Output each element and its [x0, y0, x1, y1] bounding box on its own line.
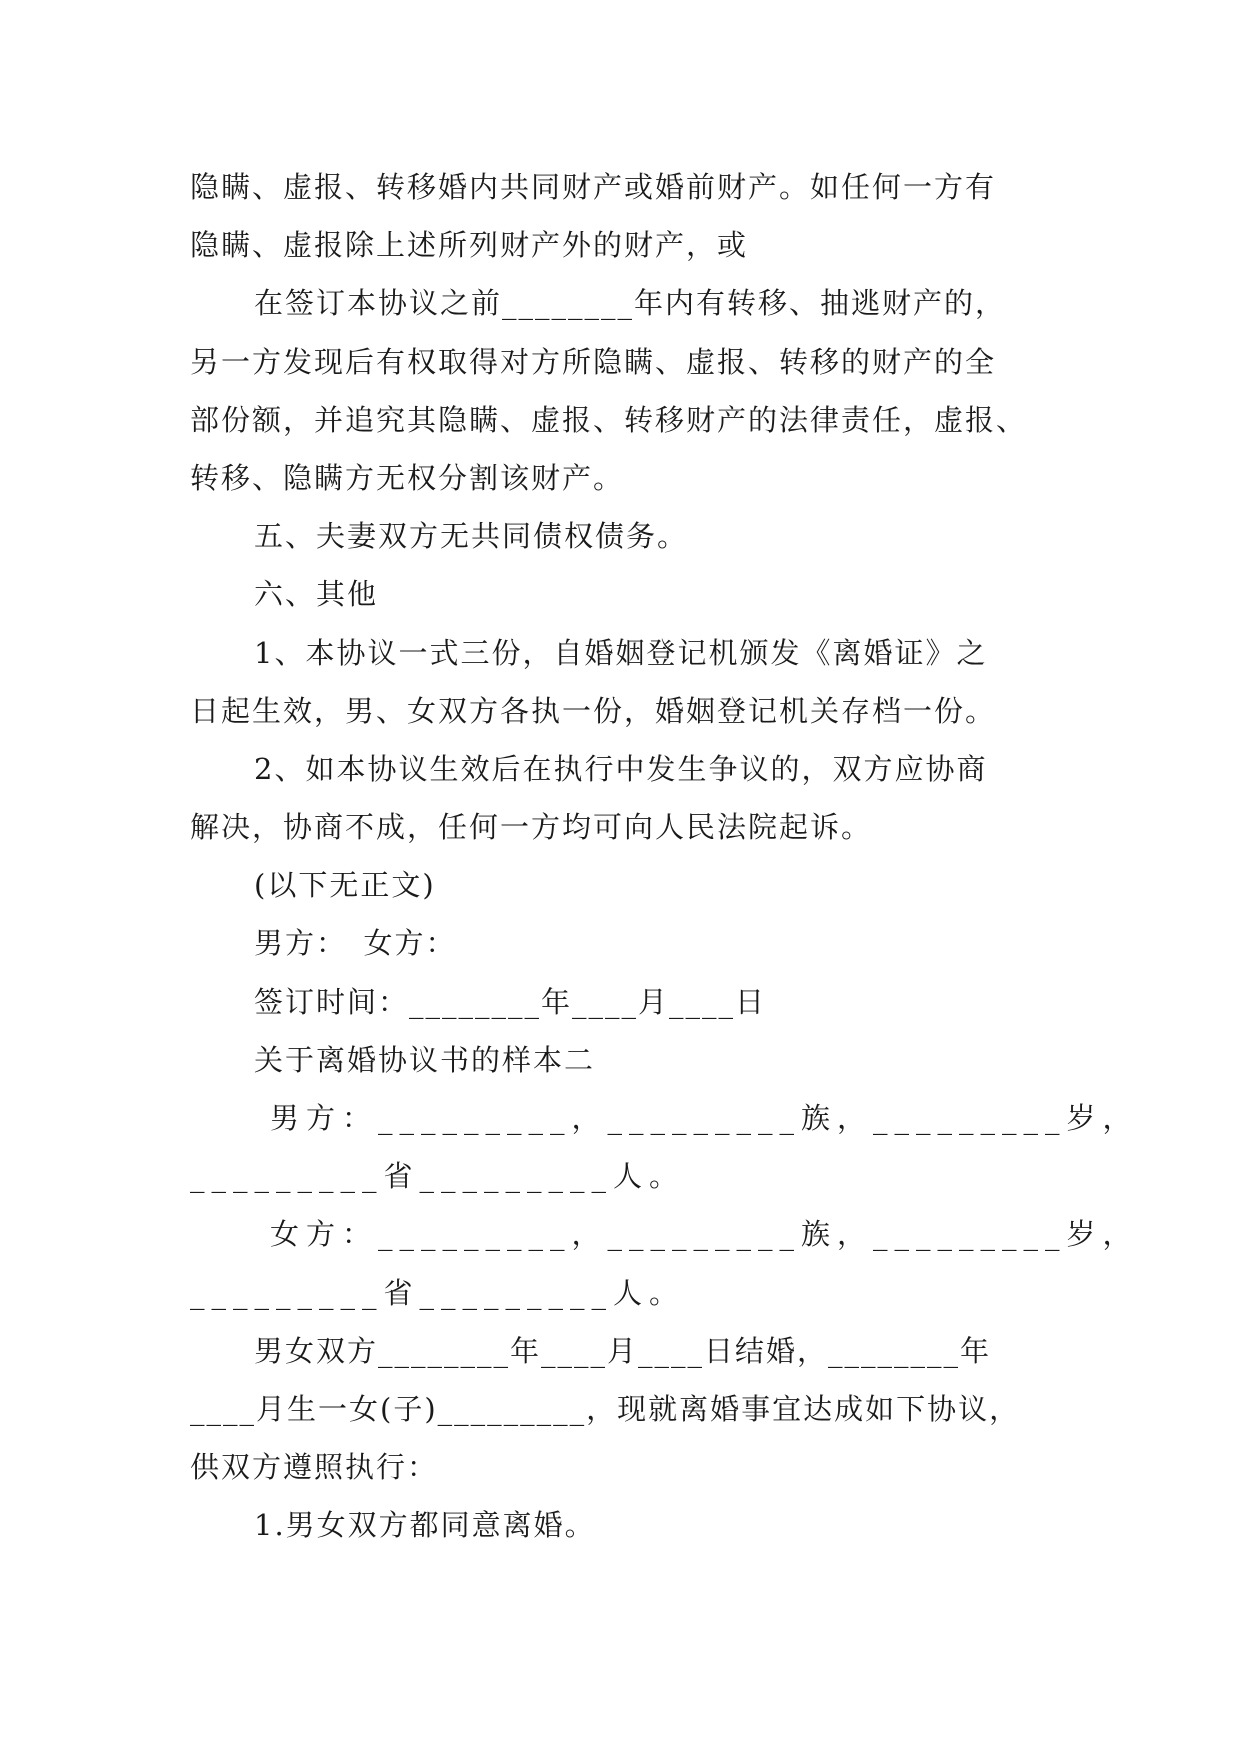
signature-line: 男方： 女方： [254, 926, 457, 961]
section-heading-six: 六、其他 [254, 577, 379, 612]
male-party-origin-line: _________省_________人。 [190, 1159, 686, 1194]
paragraph-line: 供双方遵照执行： [190, 1450, 439, 1485]
no-further-text-note: (以下无正文) [254, 868, 436, 903]
paragraph-line: 1.男女双方都同意离婚。 [254, 1508, 596, 1543]
paragraph-line: 部份额，并追究其隐瞒、虚报、转移财产的法律责任，虚报、 [190, 402, 1028, 437]
paragraph-line: 隐瞒、虚报、转移婚内共同财产或婚前财产。如任何一方有 [190, 170, 997, 204]
section-heading-five: 五、夫妻双方无共同债权债务。 [254, 519, 689, 554]
male-party-line: 男方：_________，_________族，_________岁， [270, 1101, 1139, 1135]
paragraph-line: ____月生一女(子)_________，现就离婚事宜达成如下协议， [190, 1391, 1021, 1426]
paragraph-line: 男女双方________年____月____日结婚，________年 [254, 1333, 992, 1368]
sample-two-title: 关于离婚协议书的样本二 [254, 1042, 596, 1077]
paragraph-line: 另一方发现后有权取得对方所隐瞒、虚报、转移的财产的全 [190, 344, 997, 379]
paragraph-line: 转移、隐瞒方无权分割该财产。 [190, 460, 625, 495]
document-body [190, 158, 1139, 1555]
paragraph-line: 隐瞒、虚报除上述所列财产外的财产，或 [190, 228, 749, 263]
paragraph-line: 2、如本协议生效后在执行中发生争议的，双方应协商 [254, 751, 988, 786]
paragraph-line: 在签订本协议之前________年内有转移、抽逃财产的， [254, 286, 1007, 321]
paragraph-line: 解决，协商不成，任何一方均可向人民法院起诉。 [190, 810, 873, 845]
sign-date-line: 签订时间：________年____月____日 [254, 984, 767, 1019]
female-party-origin-line: _________省_________人。 [190, 1275, 686, 1310]
female-party-line: 女方：_________，_________族，_________岁， [270, 1217, 1139, 1252]
paragraph-line: 1、本协议一式三份，自婚姻登记机颁发《离婚证》之 [254, 635, 988, 670]
paragraph-line: 日起生效，男、女双方各执一份，婚姻登记机关存档一份。 [190, 693, 997, 728]
